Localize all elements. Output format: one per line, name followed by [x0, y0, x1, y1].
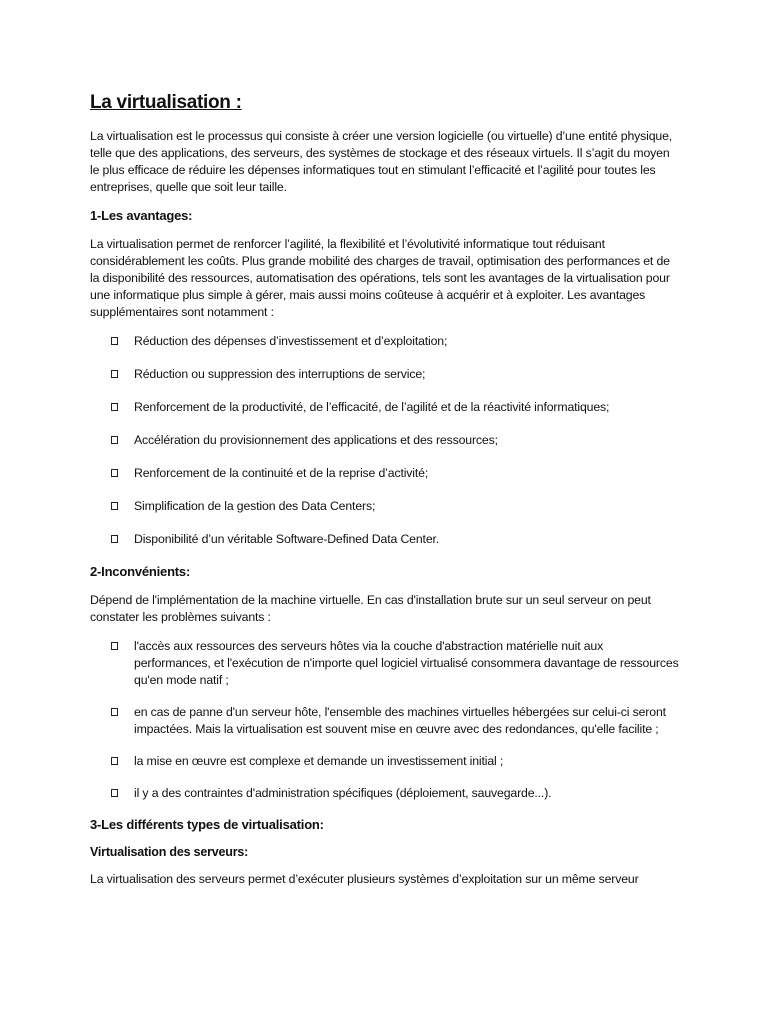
bullet-box-icon	[111, 535, 118, 543]
inconvenients-paragraph: Dépend de l'implémentation de la machine virtuelle. En cas d'installation brute sur un seul serveur on peut constater les problèmes suivants :	[90, 593, 651, 624]
list-item	[90, 785, 680, 802]
list-item	[90, 704, 680, 738]
document-title: La virtualisation :	[90, 92, 242, 113]
avantages-heading: 1-Les avantages:	[90, 208, 193, 223]
bullet-box-icon	[111, 370, 118, 378]
list-item	[90, 498, 680, 515]
bullet-box-icon	[111, 642, 118, 650]
avantages-paragraph: La virtualisation permet de renforcer l’agilité, la flexibilité et l’évolutivité informatique tout réduisant considérablement les coûts. Plus grande mobilité des charges de travail, optimisation des performances et de la disponibilité des ressources, automatisation des opérations, tels sont les avantages de la virtualisation pour une informatique plus simple à gérer, mais aussi moins coûteuse à acquérir et à exploiter. Les avantages supplémentaires sont notamment :	[90, 237, 670, 319]
list-item-text: Simplification de la gestion des Data Centers;	[134, 499, 376, 513]
list-item	[90, 531, 680, 548]
list-item	[90, 366, 680, 383]
types-paragraph: La virtualisation des serveurs permet d’exécuter plusieurs systèmes d’exploitation sur un même serveur	[90, 872, 639, 886]
list-item	[90, 399, 680, 416]
list-item-text: la mise en œuvre est complexe et demande un investissement initial ;	[134, 754, 504, 768]
inconvenients-heading: 2-Inconvénients:	[90, 564, 191, 579]
list-item-text: Disponibilité d’un véritable Software-Defined Data Center.	[134, 532, 440, 546]
document-page	[90, 92, 680, 900]
list-item-text: Réduction des dépenses d’investissement et d’exploitation;	[134, 334, 448, 348]
bullet-box-icon	[111, 436, 118, 444]
list-item	[90, 465, 680, 482]
avantages-list	[90, 333, 680, 548]
list-item	[90, 432, 680, 449]
types-heading: 3-Les différents types de virtualisation:	[90, 817, 324, 832]
bullet-box-icon	[111, 403, 118, 411]
bullet-box-icon	[111, 469, 118, 477]
list-item-text: Accélération du provisionnement des applications et des ressources;	[134, 433, 498, 447]
bullet-box-icon	[111, 757, 118, 765]
list-item-text: Renforcement de la productivité, de l’efficacité, de l’agilité et de la réactivité informatiques;	[134, 400, 610, 414]
list-item	[90, 638, 680, 689]
list-item	[90, 753, 680, 770]
types-subheading: Virtualisation des serveurs:	[90, 845, 249, 859]
bullet-box-icon	[111, 789, 118, 797]
inconvenients-list	[90, 638, 680, 802]
list-item-text: Renforcement de la continuité et de la reprise d’activité;	[134, 466, 429, 480]
bullet-box-icon	[111, 502, 118, 510]
intro-paragraph: La virtualisation est le processus qui consiste à créer une version logicielle (ou virtuelle) d’une entité physique, telle que des applications, des serveurs, des systèmes de stockage et des réseaux virtuels. Il s’agit du moyen le plus efficace de réduire les dépenses informatiques tout en stimulant l’efficacité et l’agilité pour toutes les entreprises, quelle que soit leur taille.	[90, 129, 673, 194]
list-item-text: Réduction ou suppression des interruptions de service;	[134, 367, 426, 381]
list-item-text: en cas de panne d'un serveur hôte, l'ensemble des machines virtuelles hébergées sur celui-ci seront impactées. Mais la virtualisation est souvent mise en œuvre avec des redondances, qu'elle facilite ;	[134, 705, 666, 736]
list-item-text: il y a des contraintes d'administration spécifiques (déploiement, sauvegarde...).	[134, 786, 552, 800]
bullet-box-icon	[111, 708, 118, 716]
list-item	[90, 333, 680, 350]
bullet-box-icon	[111, 337, 118, 345]
list-item-text: l'accès aux ressources des serveurs hôtes via la couche d'abstraction matérielle nuit aux performances, et l'exécution de n'importe quel logiciel virtualisé consommera davantage de ressources qu'en mode natif ;	[134, 639, 679, 687]
